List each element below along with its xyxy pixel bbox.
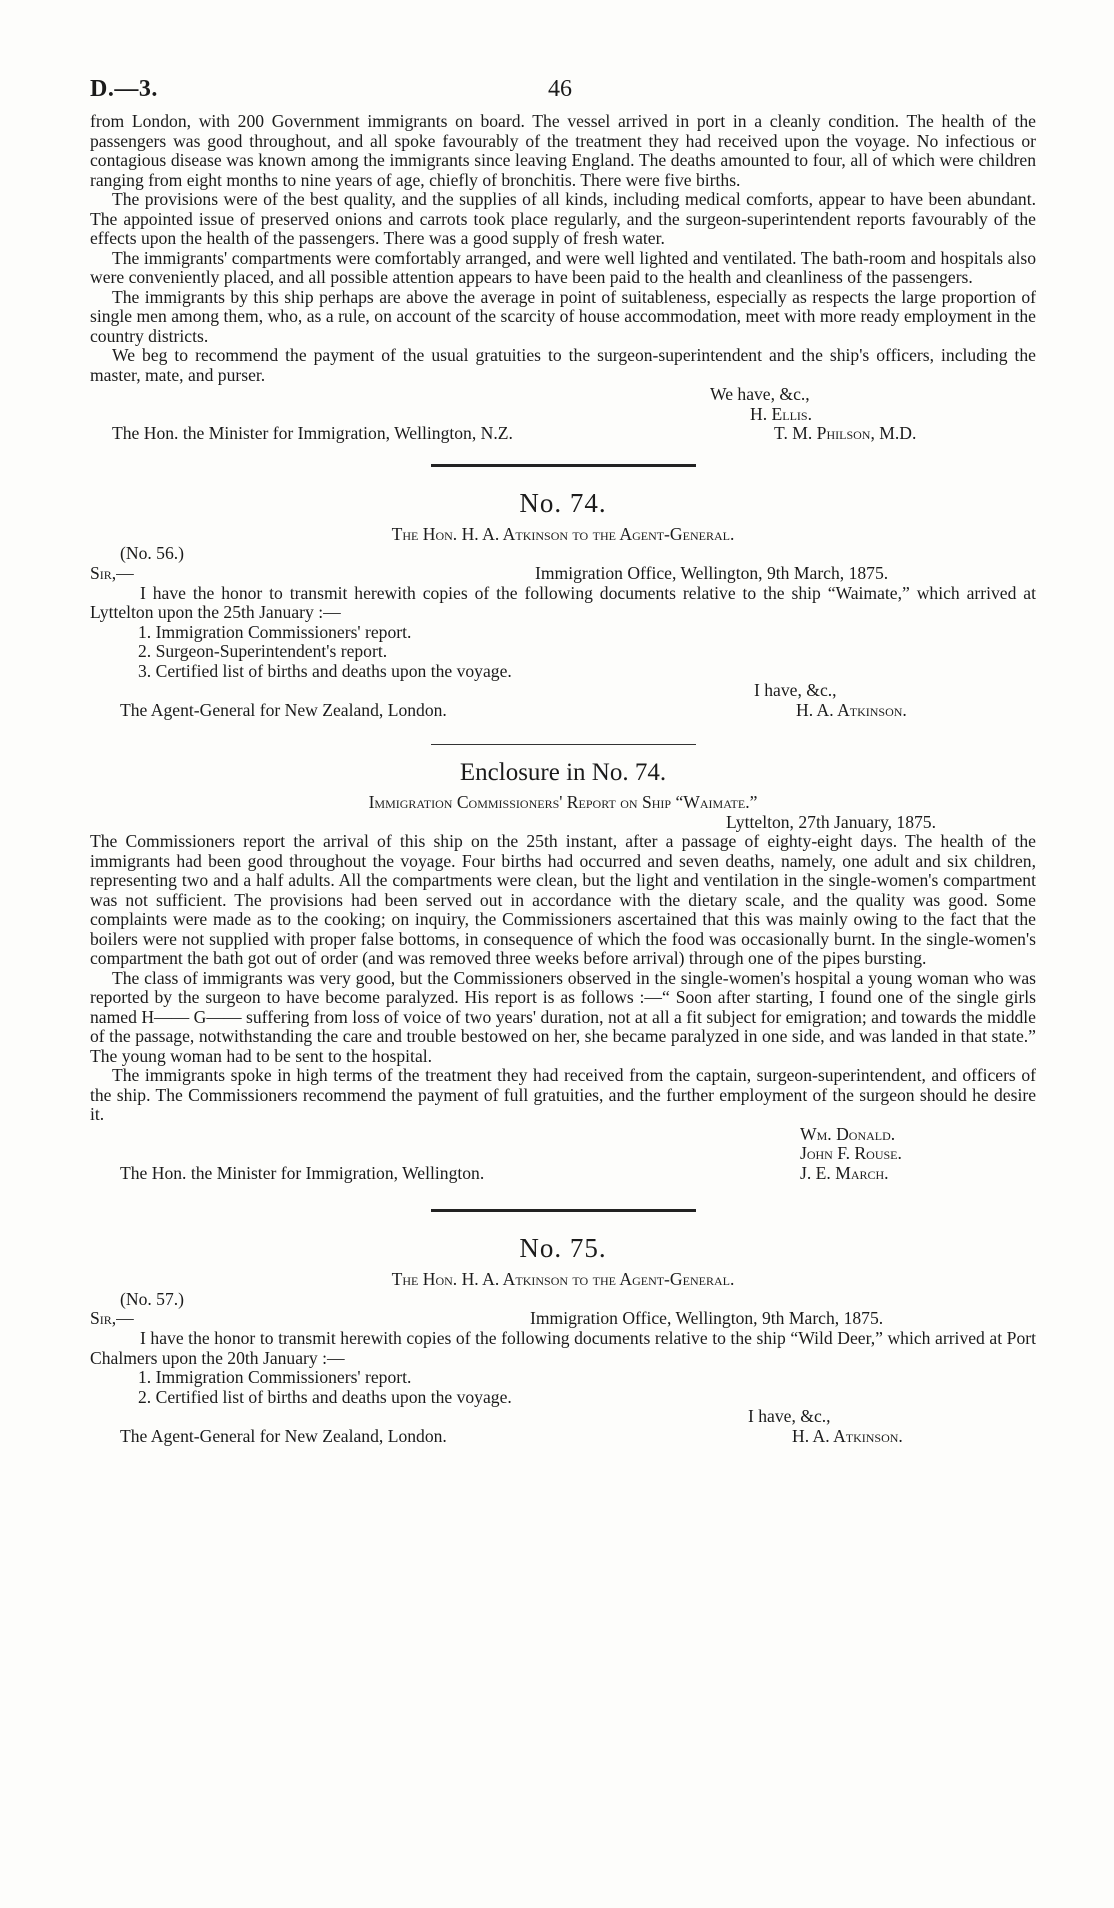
signatory: John F. Rouse.: [800, 1143, 902, 1163]
page-header: [90, 72, 1036, 112]
enclosure-no-74: [90, 757, 1036, 1183]
section-divider: [431, 1209, 696, 1212]
addressee-row: [90, 424, 1036, 444]
report-paragraph: The immigrants by this ship perhaps are above the average in point of suitableness, especially as respects the large proportion of single men among them, who, as a rule, on account of the scarcity of house accommodation, meet with more ready employment in the country districts.: [90, 286, 1036, 346]
addressee-row: [90, 1164, 1036, 1184]
closing: I have, &c.,: [754, 680, 837, 700]
signatory: T. M. Philson, M.D.: [774, 423, 917, 443]
enclosure-heading: Enclosure in No. 74.: [459, 759, 667, 786]
page-number: 46: [548, 76, 572, 102]
addressee-row: [90, 1427, 1036, 1447]
paper-reference: D.—3.: [90, 76, 158, 102]
list-item: 1. Immigration Commissioners' report.: [138, 621, 412, 642]
closing: I have, &c.,: [748, 1406, 831, 1426]
signatory: Wm. Donald.: [800, 1123, 896, 1144]
addressee-row: [90, 701, 1036, 721]
letter-subheading: The Hon. H. A. Atkinson to the Agent-General.: [391, 523, 735, 544]
list-item: 1. Immigration Commissioners' report.: [138, 1367, 412, 1387]
place-date: Lyttelton, 27th January, 1875.: [726, 811, 936, 832]
list-item: 2. Surgeon-Superintendent's report.: [138, 641, 388, 661]
report-paragraph: The provisions were of the best quality, and the supplies of all kinds, including medical comforts, appear to have been abundant. The appointed issue of preserved onions and carrots took place regularly, and the surgeon-superintendent reports favourably of the effects upon the health of the passengers. There was a good supply of fresh water.: [90, 189, 1036, 248]
report-paragraph: from London, with 200 Government immigrants on board. The vessel arrived in port in a cleanly condition. The health of the passengers was good throughout, and all spoke favourably of the treatment they had received upon the voyage. No infectious or contagious disease was known among the immigrants since leaving England. The deaths amounted to four, all of which were children ranging from eight months to nine years of age, chiefly of bronchitis. There were five births.: [90, 111, 1036, 190]
letter-subheading: The Hon. H. A. Atkinson to the Agent-General.: [391, 1269, 735, 1289]
top-report: [90, 112, 1036, 444]
enclosure-paragraph: The Commissioners report the arrival of this ship on the 25th instant, after a passage of eighty-eight days. The health of the immigrants had been good throughout the voyage. Four births had occurred and seven deaths, namely, one adult and six children, representing two and a half adults. All the compartments were clean, but the light and ventilation in the single-women's compartment was not sufficient. The provisions had been served out in accordance with the dietary scale, and the quality was good. Some complaints were made as to the cooking; on inquiry, the Commissioners ascertained that this was mainly owing to the fact that the boilers were not supplied with proper false bottoms, in consequence of which the food was occasionally burnt. In the single-women's compartment the bath got out of order (and was removed three weeks before arrival) through one of the pipes bursting.: [90, 831, 1036, 968]
letter-no-75: [90, 1232, 1036, 1446]
signatory: H. Ellis.: [750, 403, 812, 424]
place-date: Immigration Office, Wellington, 9th March, 1875.: [535, 562, 889, 583]
enclosure-paragraph: The immigrants spoke in high terms of the treatment they had received from the captain, surgeon-superintendent, and officers of the ship. The Commissioners recommend the payment of full gratuities, and the further employment of the surgeon should he desire it.: [90, 1065, 1036, 1124]
letter-body: I have the honor to transmit herewith copies of the following documents relative to the ship “Wild Deer,” which arrived at Port Chalmers upon the 20th January :—: [90, 1328, 1036, 1368]
document-number-heading: No. 75.: [519, 1233, 607, 1263]
letter-number: (No. 56.): [120, 543, 185, 563]
document-number-heading: No. 74.: [519, 487, 607, 518]
addressee: The Hon. the Minister for Immigration, Wellington.: [120, 1162, 485, 1183]
addressee: The Hon. the Minister for Immigration, Wellington, N.Z.: [112, 423, 513, 443]
section-divider: [431, 744, 696, 745]
signatory: H. A. Atkinson.: [796, 699, 907, 720]
report-paragraph: We beg to recommend the payment of the usual gratuities to the surgeon-superintendent and the ship's officers, including the master, mate, and purser.: [90, 345, 1036, 385]
salutation-line: [90, 564, 1036, 584]
list-item: 2. Certified list of births and deaths upon the voyage.: [138, 1386, 512, 1407]
letter-number: (No. 57.): [120, 1288, 185, 1309]
addressee: The Agent-General for New Zealand, London.: [120, 699, 447, 720]
enclosure-paragraph: The class of immigrants was very good, but the Commissioners observed in the single-women's hospital a young woman who was reported by the surgeon to have become paralyzed. His report is as follows :—“ Soon after starting, I found one of the single girls named H—— G—— suffering from loss of voice of two years' duration, not at all a fit subject for emigration; and towards the middle of the passage, notwithstanding the care and trouble bestowed on her, she became paralyzed in one side, and was landed in that state.” The young woman had to be sent to the hospital.: [90, 967, 1036, 1066]
list-item: 3. Certified list of births and deaths upon the voyage.: [138, 660, 512, 681]
closing: We have, &c.,: [710, 384, 810, 404]
letter-no-74: [90, 487, 1036, 721]
salutation: Sir,—: [90, 1308, 134, 1328]
enclosure-list: [138, 623, 1036, 682]
report-paragraph: The immigrants' compartments were comfortably arranged, and were well lighted and ventilated. The bath-room and hospitals also were conveniently placed, and all possible attention appears to have been paid to the health and cleanliness of the passengers.: [90, 247, 1036, 287]
salutation-line: [90, 1309, 1036, 1329]
addressee: The Agent-General for New Zealand, London.: [120, 1425, 447, 1446]
section-divider: [431, 464, 696, 467]
signatory: J. E. March.: [800, 1162, 889, 1183]
enclosure-subheading: Immigration Commissioners' Report on Ship “Waimate.”: [368, 792, 758, 812]
enclosure-list: [138, 1368, 1036, 1407]
signatory: H. A. Atkinson.: [792, 1425, 903, 1446]
letter-body: I have the honor to transmit herewith copies of the following documents relative to the ship “Waimate,” which arrived at Lyttelton upon the 25th January :—: [90, 582, 1036, 622]
salutation: Sir,—: [90, 562, 134, 583]
place-date: Immigration Office, Wellington, 9th March, 1875.: [530, 1308, 884, 1328]
